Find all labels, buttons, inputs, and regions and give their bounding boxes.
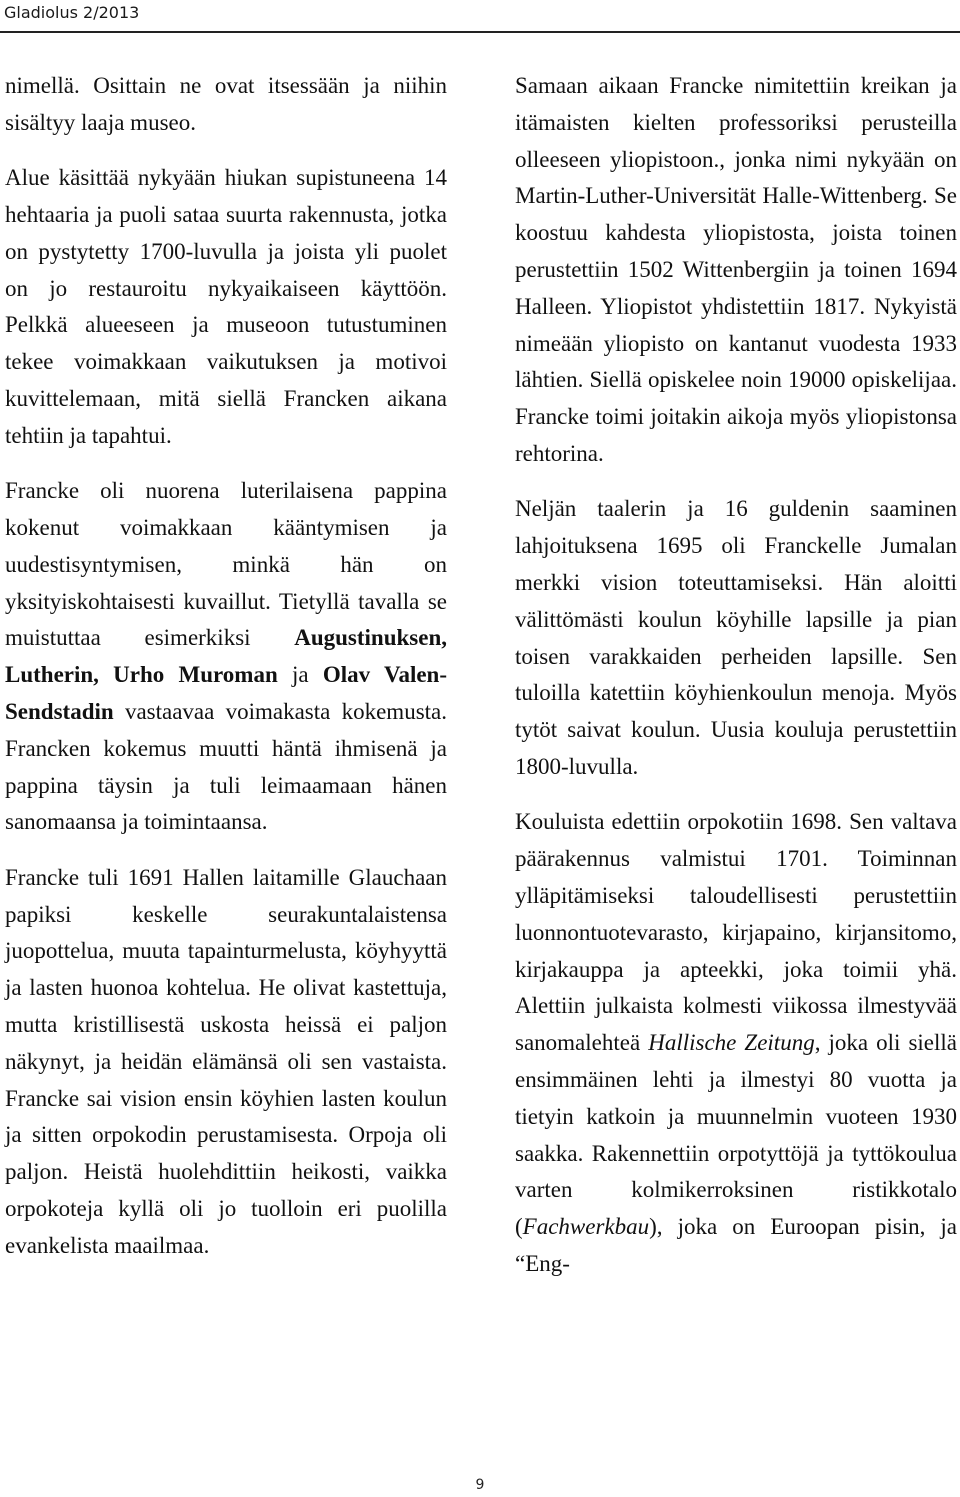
paragraph-donation-schools: Neljän taalerin ja 16 guldenin saaminen lahjoituksena 1695 oli Franckelle Jumalan merkki vision toteuttamiseksi. Hän aloitti välittömästi koulun köyhille lapsille ja pian toisen varakkaiden perheiden lapsille. Sen tuloilla katettiin köyhienkoulun menoja. Myös tytöt saivat koulun. Uusia kouluja perustettiin 1800-luvulla. (515, 496, 957, 779)
right-column (515, 68, 957, 1301)
running-header: Gladiolus 2/2013 (4, 3, 140, 22)
italic-fachwerkbau: Fachwerkbau (522, 1214, 650, 1240)
paragraph-area-description: Alue käsittää nykyään hiukan supistuneena 14 hehtaaria ja puoli sataa suurta rakennusta, jotka on pystytetty 1700-luvulla ja joista yli puolet on jo restauroitu nykyaikaiseen käyttöön. Pelkkä alueeseen ja museoon tutustuminen tekee voimakkaan vaikutuksen ja motivoi kuvittelemaan, mitä siellä Francken aikana tehtiin ja tapahtui. (5, 165, 447, 448)
conversion-text-and: ja (277, 662, 323, 688)
page-number: 9 (475, 1477, 485, 1493)
paragraph-glaucha-arrival: Francke tuli 1691 Hallen laitamille Glauchaan papiksi keskelle seurakuntalaistensa juopottelua, muuta tapainturmelusta, köyhyyttä ja lasten huonoa kohtelua. He olivat kastettuja, mutta kristillisestä uskosta heissä ei paljon näkynyt, ja heidän elämänsä oli sen vastaista. Francke sai vision ensin köyhien lasten koulun ja sitten orpokodin perustamisesta. Orpoja oli paljon. Heistä huolehdittiin heikosti, vaikka orpokoteja kyllä oli jo tuolloin eri puolilla evankelista maailmaa. (5, 864, 447, 1258)
italic-newspaper-title: Hallische Zeitung (648, 1030, 815, 1056)
orphanage-text-end: ), joka on Euroopan pisin, ja “Eng- (515, 1214, 957, 1276)
orphanage-text-start: Kouluista edettiin orpokotiin 1698. Sen valtava päärakennus valmistui 1701. Toiminnan ylläpitämiseksi taloudellisesti perustettiin luonnontuotevarasto, kirjapaino, kirjansitomo, kirjakauppa ja apteekki, joka toimii yhä. Alettiin julkaista kolmesti viikossa ilmestyvää sanomalehteä (515, 809, 957, 1056)
header-divider (0, 31, 960, 33)
left-column (5, 68, 447, 1283)
paragraph-university: Samaan aikaan Francke nimitettiin kreikan ja itämaisten kielten professoriksi perusteilla olleeseen yliopistoon., jonka nimi nykyään on Martin-Luther-Universität Halle-Wittenberg. Se koostuu kahdesta yliopistosta, joista toinen perustettiin 1502 Wittenbergiin ja toinen 1694 Halleen. Yliopistot yhdistettiin 1817. Nykyistä nimeään yliopisto on kantanut vuodesta 1933 lähtien. Siellä opiskelee noin 19000 opiskelijaa. Francke toimi joitakin aikoja myös yliopistonsa rehtorina. (515, 73, 957, 466)
paragraph-orphanage (515, 804, 957, 1282)
orphanage-text-middle: , joka oli siellä ensimmäinen lehti ja ilmestyi 80 vuotta ja tietyin katkoin ja muunnelmin vuoteen 1930 saakka. Rakennettiin orpotyttöjä ja tyttökoulua varten kolmikerroksinen ristikkotalo ( (515, 1030, 958, 1240)
bold-names-augustinus-luther-muroma: Augustinuksen, Lutherin, Urho Muroman (5, 625, 447, 688)
paragraph-conversion-experience (5, 473, 447, 841)
conversion-text-end: vastaavaa voimakasta kokemusta. Francken kokemus muutti häntä ihmisenä ja pappina täysin ja tuli leimaamaan hänen sanomaansa ja toimintaansa. (5, 698, 447, 835)
paragraph-museum-intro: nimellä. Osittain ne ovat itsessään ja niihin sisältyy laaja museo. (5, 73, 447, 135)
bold-name-valen-sendstad: Olav Valen-Sendstadin (5, 662, 447, 724)
conversion-text-start: Francke oli nuorena luterilaisena pappina kokenut voimakkaan kääntymisen ja uudestisyntymisen, minkä hän on yksityiskohtaisesti kuvaillut. Tietyllä tavalla se muistuttaa esimerkiksi (5, 478, 447, 651)
